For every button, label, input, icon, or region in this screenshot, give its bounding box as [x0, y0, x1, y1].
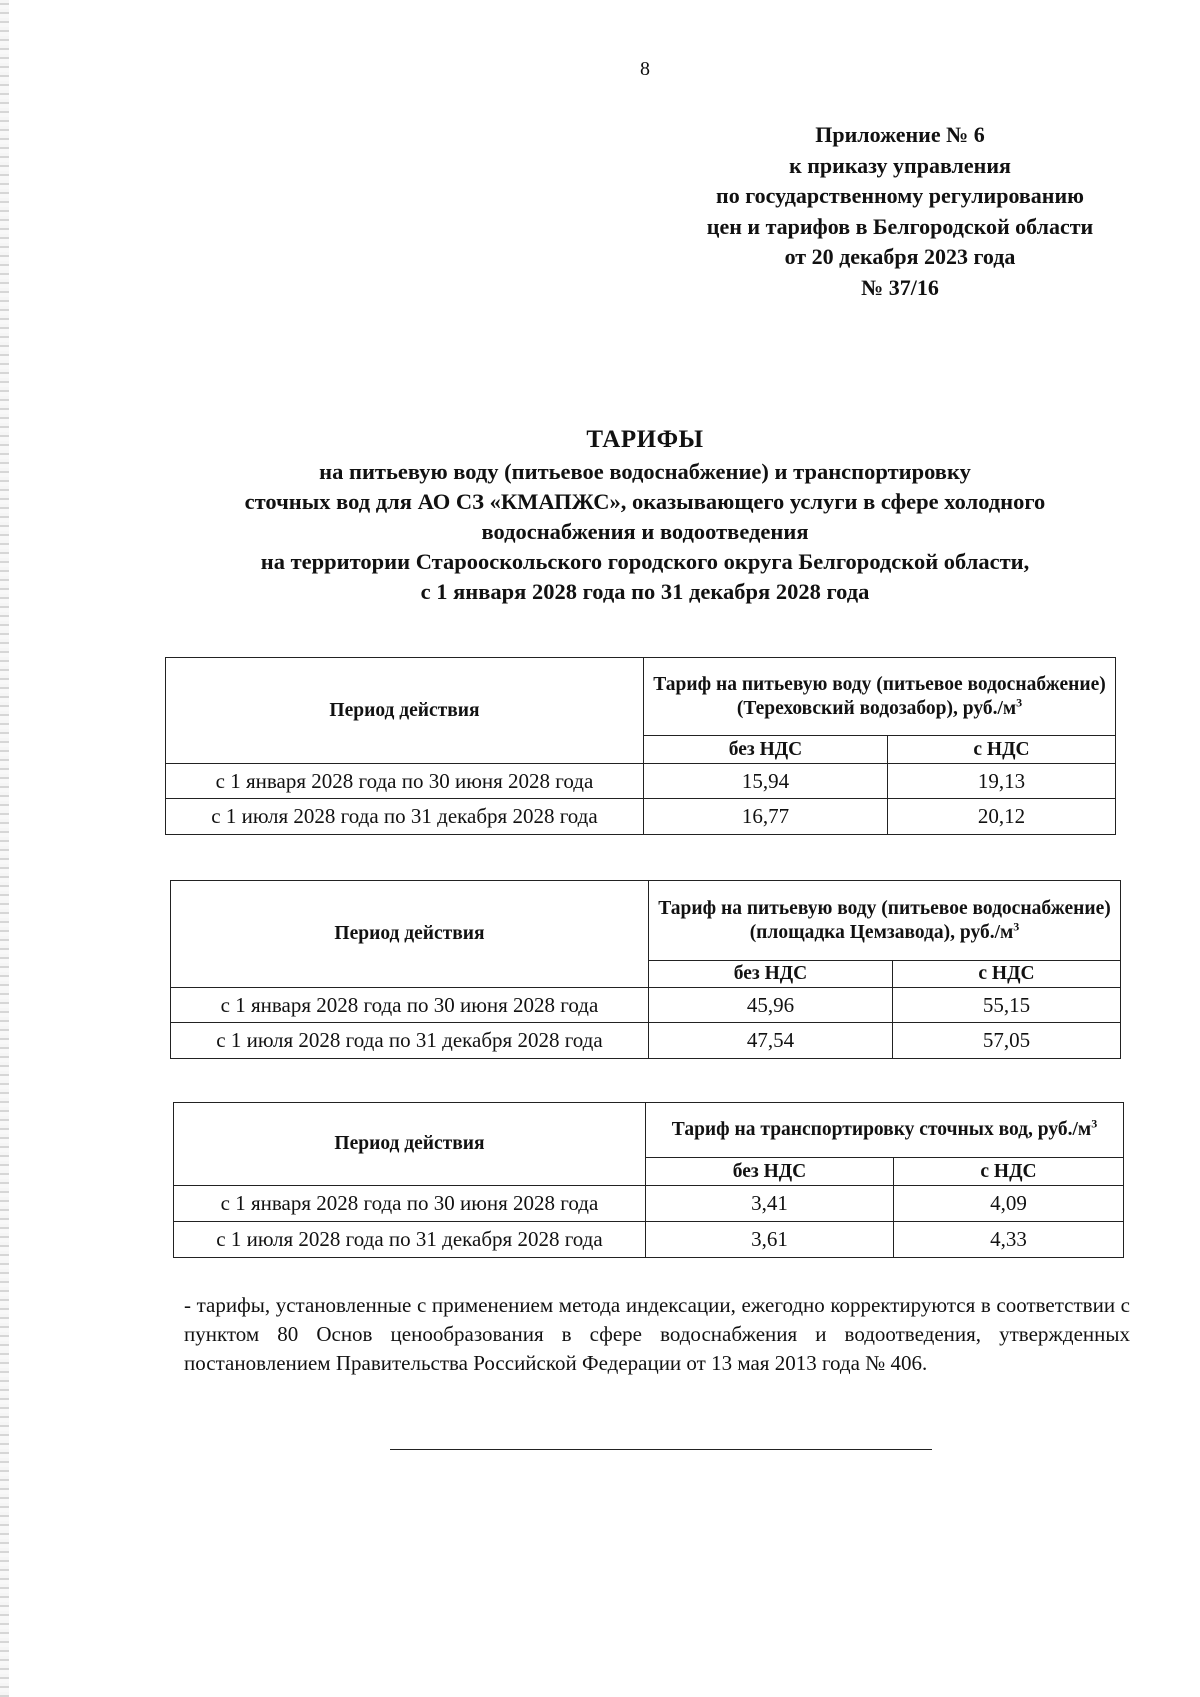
col-header-vat: с НДС	[893, 961, 1121, 988]
tariff-table-cement-plant	[170, 880, 1121, 1059]
value-vat: 19,13	[888, 764, 1116, 799]
appendix-line: от 20 декабря 2023 года	[784, 244, 1016, 269]
title-line: на питьевую воду (питьевое водоснабжение) и транспортировку	[319, 459, 971, 484]
value-vat: 20,12	[888, 799, 1116, 835]
unit-exponent: 3	[1013, 919, 1020, 933]
value-no-vat: 45,96	[649, 988, 893, 1023]
period-cell: с 1 июля 2028 года по 31 декабря 2028 года	[174, 1222, 646, 1258]
value-no-vat: 3,41	[646, 1186, 894, 1222]
appendix-line: по государственному регулированию	[716, 183, 1084, 208]
table-row	[171, 1023, 1121, 1059]
tariff-header-text: Тариф на транспортировку сточных вод, руб./м	[671, 1119, 1092, 1140]
table-row	[171, 988, 1121, 1023]
tariff-table-wastewater	[173, 1102, 1124, 1258]
tariff-header-text: Тариф на питьевую воду (питьевое водоснабжение) (Тереховский водозабор), руб./м	[653, 673, 1106, 719]
value-vat: 55,15	[893, 988, 1121, 1023]
tariff-header	[649, 881, 1121, 961]
value-vat: 4,09	[894, 1186, 1124, 1222]
col-header-vat: с НДС	[888, 736, 1116, 764]
unit-exponent: 3	[1091, 1116, 1098, 1131]
tariff-header-text: Тариф на питьевую воду (питьевое водоснабжение) (площадка Цемзавода), руб./м	[658, 897, 1111, 943]
period-cell: с 1 января 2028 года по 30 июня 2028 года	[166, 764, 644, 799]
scan-edge	[0, 0, 9, 1697]
title-line: с 1 января 2028 года по 31 декабря 2028 года	[420, 579, 870, 604]
period-cell: с 1 июля 2028 года по 31 декабря 2028 года	[171, 1023, 649, 1059]
closing-rule	[390, 1449, 932, 1450]
unit-exponent: 3	[1016, 695, 1023, 709]
title-line: сточных вод для АО СЗ «КМАПЖС», оказывающего услуги в сфере холодного	[244, 489, 1046, 514]
tariff-header	[644, 658, 1116, 736]
page-number: 8	[640, 58, 650, 80]
tariff-header	[646, 1103, 1124, 1158]
document-title	[120, 423, 1170, 607]
footnote: - тарифы, установленные с применением метода индексации, ежегодно корректируются в соответствии с пунктом 80 Основ ценообразования в сфере водоснабжения и водоотведения, утвержденных постановлением Правительства Российской Федерации от 13 мая 2013 года № 406.	[184, 1293, 1130, 1375]
col-header-no-vat: без НДС	[649, 961, 893, 988]
table-row	[174, 1222, 1124, 1258]
table-row	[174, 1186, 1124, 1222]
col-header-vat: с НДС	[894, 1158, 1124, 1186]
period-header: Период действия	[166, 658, 644, 764]
appendix-block	[590, 120, 1200, 303]
appendix-line: к приказу управления	[789, 152, 1011, 178]
period-cell: с 1 января 2028 года по 30 июня 2028 года	[174, 1186, 646, 1222]
appendix-line: № 37/16	[861, 274, 939, 300]
tariff-table-terekhovsky	[165, 657, 1116, 835]
period-header: Период действия	[171, 881, 649, 988]
period-cell: с 1 января 2028 года по 30 июня 2028 года	[171, 988, 649, 1023]
value-vat: 4,33	[894, 1222, 1124, 1258]
value-no-vat: 47,54	[649, 1023, 893, 1059]
period-header: Период действия	[174, 1103, 646, 1186]
appendix-line: Приложение № 6	[815, 122, 985, 147]
value-vat: 57,05	[893, 1023, 1121, 1059]
value-no-vat: 15,94	[644, 764, 888, 799]
col-header-no-vat: без НДС	[644, 736, 888, 764]
table-row	[166, 799, 1116, 835]
period-cell: с 1 июля 2028 года по 31 декабря 2028 года	[166, 799, 644, 835]
title-line: на территории Старооскольского городского округа Белгородской области,	[260, 549, 1030, 574]
title-line: водоснабжения и водоотведения	[481, 519, 809, 544]
title-heading: ТАРИФЫ	[586, 426, 704, 453]
col-header-no-vat: без НДС	[646, 1158, 894, 1186]
value-no-vat: 3,61	[646, 1222, 894, 1258]
table-row	[166, 764, 1116, 799]
appendix-line: цен и тарифов в Белгородской области	[706, 213, 1094, 239]
value-no-vat: 16,77	[644, 799, 888, 835]
